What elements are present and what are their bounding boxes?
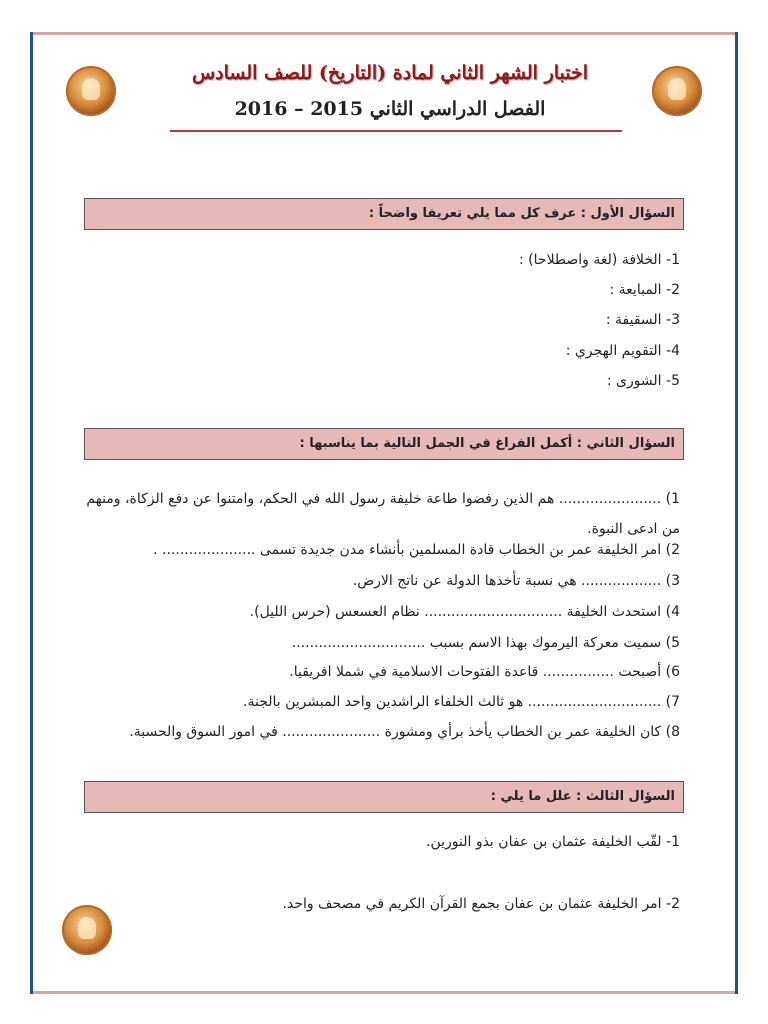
question-1-heading: السؤال الأول : عرف كل مما يلي تعريفا واضحاً : — [84, 198, 684, 230]
frame-right-border — [735, 32, 738, 994]
frame-bottom-border — [30, 991, 738, 994]
question-2-heading: السؤال الثاني : أكمل الفراغ في الجمل التالية بما يناسبها : — [84, 428, 684, 460]
list-item: 2- امر الخليفة عثمان بن عفان بجمع القرآن الكريم في مصحف واحد. — [282, 896, 680, 912]
title-underline — [170, 130, 622, 132]
list-item: 2) امر الخليفة عمر بن الخطاب قادة المسلمين بأنشاء مدن جديدة تسمى ..................... . — [153, 542, 680, 558]
frame-left-border — [30, 32, 33, 994]
frame-top-border — [30, 32, 738, 35]
list-item: 1- لقّب الخليفة عثمان بن عفان بذو النورين. — [426, 834, 680, 850]
list-item: 3) .................. هي نسبة تأخذها الدولة عن ناتج الارض. — [352, 573, 680, 589]
list-item: 4- التقويم الهجري : — [565, 343, 680, 359]
school-logo-icon — [66, 66, 116, 116]
question-3-heading: السؤال الثالث : علل ما يلي : — [84, 781, 684, 813]
list-item: 2- المبايعة : — [609, 282, 680, 298]
school-logo-icon — [652, 66, 702, 116]
list-item: 5- الشورى : — [606, 373, 680, 389]
list-item: 7) .............................. هو ثالث الخلفاء الراشدين واحد المبشرين بالجنة. — [243, 694, 680, 710]
list-item: 1- الخلافة (لغة واصطلاحا) : — [519, 252, 680, 268]
list-item: 4) استحدث الخليفة ............................... نظام العسعس (حرس الليل). — [249, 604, 680, 620]
list-item: 8) كان الخليفة عمر بن الخطاب يأخذ برأي ومشورة ...................... في امور السوق والحسبة. — [129, 724, 680, 740]
list-item: 1) ....................... هم الذين رفضوا طاعة خليفة رسول الله في الحكم، وامتنوا عن دفع الزكاة، ومنهم من ادعى النبوة. — [86, 491, 680, 537]
list-item: 6) أصبحت ................ قاعدة الفتوحات الاسلامية في شملا افريقيا. — [289, 664, 680, 680]
page-subtitle: الفصل الدراسي الثاني 2015 – 2016 — [234, 98, 546, 120]
list-item: 5) سميت معركة اليرموك بهذا الاسم بسبب .............................. — [291, 635, 680, 651]
list-item: 3- السقيفة : — [605, 312, 680, 328]
page-title: اختبار الشهر الثاني لمادة (التاريخ) للصف السادس — [191, 62, 589, 84]
school-logo-icon — [62, 905, 112, 955]
